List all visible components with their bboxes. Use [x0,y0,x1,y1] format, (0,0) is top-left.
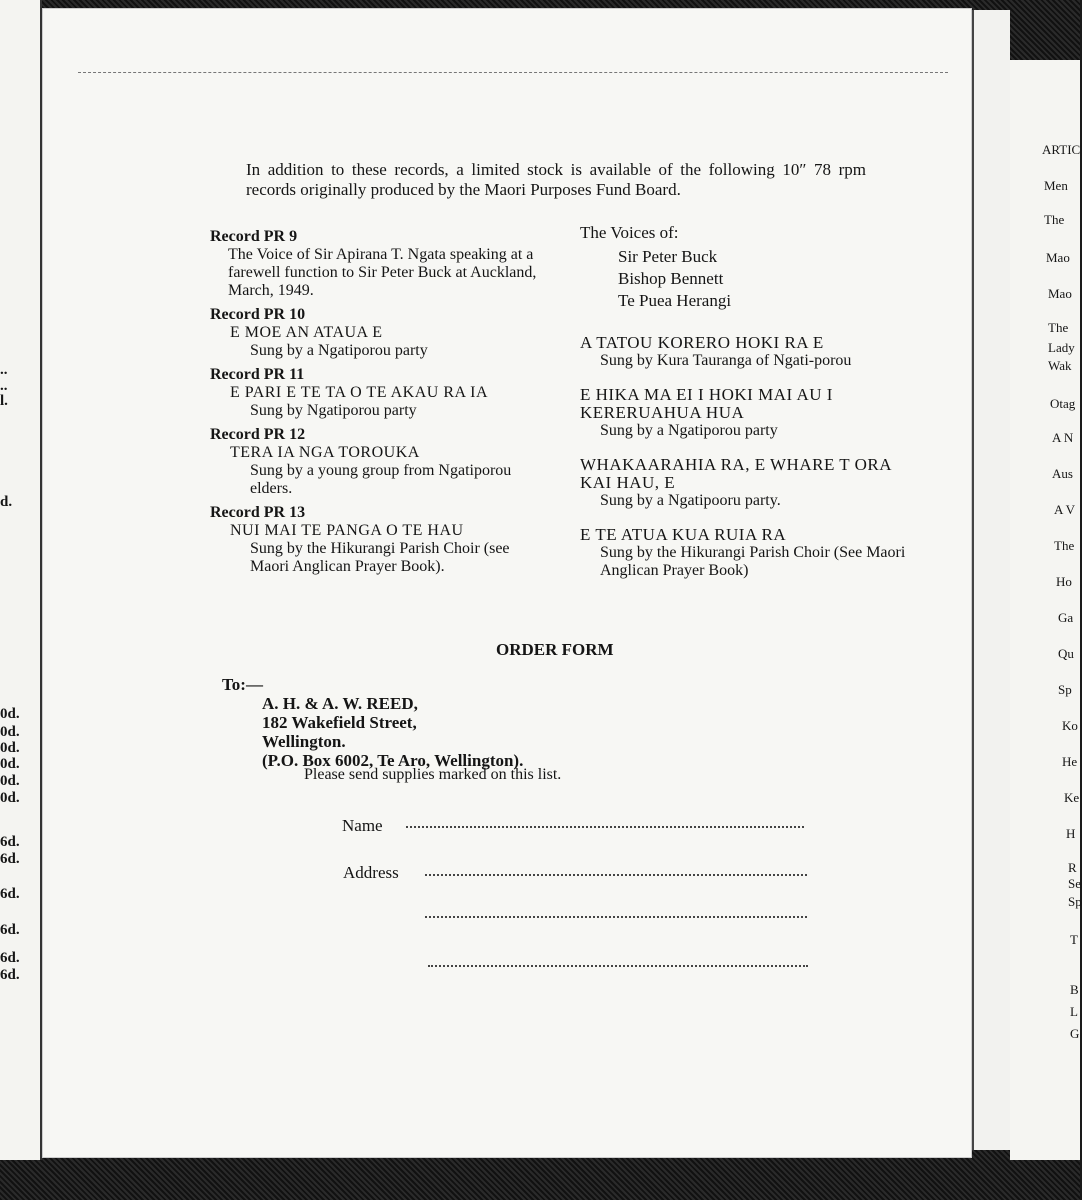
song-description: Sung by a Ngatiporou party [600,422,778,439]
page-fold [972,10,1010,1150]
right-fragment: Sp [1068,894,1082,909]
record-title: E PARI E TE TA O TE AKAU RA IA [230,384,489,401]
address-line: 182 Wakefield Street, [262,713,417,732]
record-title: TERA IA NGA TOROUKA [230,444,420,461]
right-fragment: Mao [1046,250,1070,265]
address-field-line-1[interactable] [425,874,807,876]
song-entry [580,334,920,370]
right-fragment: Otag [1050,396,1076,411]
records-left-column [210,228,550,582]
right-fragment: He [1062,754,1078,769]
voice-name: Bishop Bennett [618,269,724,288]
address-line: A. H. & A. W. REED, [262,694,418,713]
left-fragment: .. [0,362,8,378]
address-field-line-3[interactable] [428,965,808,967]
record-description: Sung by a young group from Ngatiporou elders. [250,462,512,497]
song-title: WHAKAARAHIA RA, E WHARE T ORA KAI HAU, E [580,455,892,492]
address-label: Address [343,863,399,882]
record-description: The Voice of Sir Apirana T. Ngata speaking at a farewell function to Sir Peter Buck at Auckland, March, 1949. [228,246,537,299]
left-fragment: .. [0,378,8,394]
address-line: (P.O. Box 6002, Te Aro, Wellington). [262,751,524,770]
left-fragment: 0d. [0,706,20,722]
name-field[interactable] [406,826,804,828]
record-description: Sung by a Ngatiporou party [250,342,428,359]
record-title: E MOE AN ATAUA E [230,324,383,341]
right-fragment: Se [1068,876,1081,891]
song-description: Sung by a Ngatipooru party. [600,492,781,509]
record-number: Record PR 13 [210,504,306,521]
right-fragment: Men [1044,178,1068,193]
record-number: Record PR 10 [210,306,306,323]
voices-heading: The Voices of: [580,223,679,242]
left-fragment: 6d. [0,886,20,902]
right-fragment: G [1070,1026,1080,1041]
record-title: NUI MAI TE PANGA O TE HAU [230,522,464,539]
record-entry [210,426,550,498]
right-fragment: Aus [1052,466,1073,481]
right-fragment: Ke [1064,790,1080,805]
left-fragment: d. [0,494,13,510]
right-fragment: A V [1054,502,1076,517]
right-fragment: R [1068,860,1077,875]
right-fragment: A N [1052,430,1074,445]
right-fragment: Wak [1048,358,1072,373]
right-fragment: The [1048,320,1069,335]
song-title: A TATOU KORERO HOKI RA E [580,333,824,352]
left-fragment: 6d. [0,851,20,867]
record-entry [210,306,550,360]
address-line: Wellington. [262,732,346,751]
right-fragment: Mao [1048,286,1072,301]
record-number: Record PR 11 [210,366,305,383]
intro-paragraph: In addition to these records, a limited stock is available of the following 10″ 78 rpm records originally produced by the Maori Purposes Fund Board. [246,160,866,199]
right-fragment: Ko [1062,718,1078,733]
right-fragment: The [1054,538,1075,553]
left-fragment: l. [0,393,8,409]
left-fragment: 6d. [0,834,20,850]
left-fragment: 0d. [0,790,20,806]
song-title: E TE ATUA KUA RUIA RA [580,525,787,544]
right-fragment: ARTIC [1042,142,1081,157]
name-label: Name [342,816,383,835]
address-field-line-2[interactable] [425,916,807,918]
order-instructions: Please send supplies marked on this list. [304,766,562,783]
record-entry [210,504,550,576]
right-fragment: Sp [1058,682,1072,697]
record-entry [210,228,550,300]
record-description: Sung by the Hikurangi Parish Choir (see Maori Anglican Prayer Book). [250,540,510,575]
right-fragment: B [1070,982,1079,997]
right-fragment: H [1066,826,1076,841]
right-fragment: Ho [1056,574,1072,589]
left-fragment: 0d. [0,724,20,740]
record-description: Sung by Ngatiporou party [250,402,417,419]
to-label: To:— [222,675,263,694]
left-fragment: 0d. [0,740,20,756]
song-entry [580,456,920,510]
right-fragment: L [1070,1004,1078,1019]
torn-header-line [78,72,948,73]
voice-name: Te Puea Herangi [618,291,732,310]
left-fragment: 6d. [0,967,20,983]
song-entry [580,386,920,440]
left-fragment: 6d. [0,950,20,966]
record-number: Record PR 12 [210,426,306,443]
left-page-edge [0,0,42,1160]
song-description: Sung by Kura Tauranga of Ngati-porou [600,352,852,369]
right-fragment: Lady [1048,340,1075,355]
records-right-column [580,224,920,580]
song-entry [580,526,920,580]
right-fragment: The [1044,212,1065,227]
voice-name: Sir Peter Buck [618,247,718,266]
record-number: Record PR 9 [210,228,298,245]
right-fragment: T [1070,932,1078,947]
order-recipient [222,675,523,770]
left-fragment: 0d. [0,756,20,772]
left-fragment: 6d. [0,922,20,938]
right-page-edge [1010,60,1080,1160]
record-entry [210,366,550,420]
left-fragment: 0d. [0,773,20,789]
song-description: Sung by the Hikurangi Parish Choir (See Maori Anglican Prayer Book) [600,544,906,579]
right-fragment: Ga [1058,610,1074,625]
right-fragment: Qu [1058,646,1074,661]
order-form-title: ORDER FORM [496,640,614,659]
song-title: E HIKA MA EI I HOKI MAI AU I KERERUAHUA HUA [580,385,833,422]
